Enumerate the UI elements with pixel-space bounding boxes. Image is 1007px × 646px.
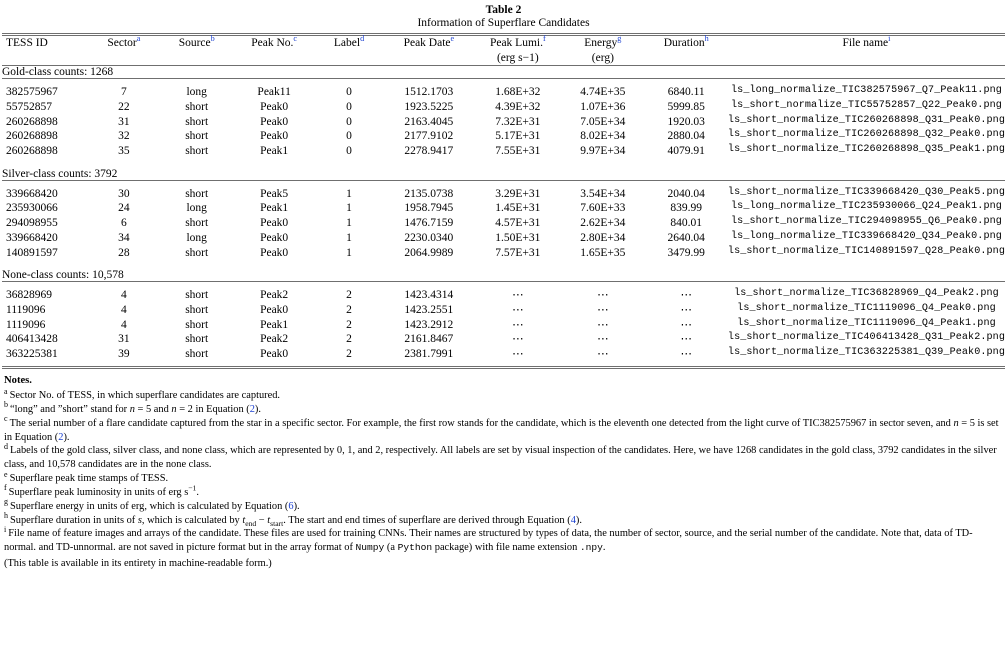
footnote-marker-d[interactable]: d — [360, 34, 365, 44]
cell-peak_date: 2161.8467 — [404, 333, 454, 346]
table-row — [2, 144, 1005, 159]
cell-sector: 6 — [120, 217, 127, 230]
cell-peak_no: Peak0 — [260, 217, 289, 230]
cell-peak_no: Peak1 — [260, 202, 289, 215]
section-spacer — [2, 260, 1005, 269]
cell-peak_lumi: 4.57E+31 — [495, 217, 541, 230]
note-text: “long” and ”short” stand for n = 5 and n = 2 in Equation (2). — [10, 403, 261, 415]
cell-peak_lumi: 7.57E+31 — [495, 246, 541, 259]
note-text: Superflare peak luminosity in units of erg $s^{-1}$. — [8, 483, 199, 498]
cell-duration: 2880.04 — [667, 130, 705, 143]
cell-source: short — [185, 289, 209, 302]
cell-energy: 7.60E+33 — [580, 202, 626, 215]
note-marker-g: g — [4, 497, 8, 507]
section-heading-row — [2, 66, 1005, 78]
cell-peak_no: Peak0 — [260, 130, 289, 143]
cell-peak_date: 2163.4045 — [404, 115, 454, 128]
cell-sector: 4 — [120, 318, 127, 331]
cell-file_name: ls_short_normalize_TIC140891597_Q28_Peak0.png — [727, 245, 1005, 257]
cell-duration: ⋯ — [680, 348, 692, 361]
cell-duration: ⋯ — [680, 304, 692, 316]
cell-tess_id: 382575967 — [6, 86, 58, 99]
cell-sector: 24 — [118, 202, 130, 215]
cell-peak_no: Peak0 — [260, 231, 289, 244]
cell-tess_id: 1119096 — [6, 304, 46, 316]
table-row — [2, 303, 1005, 318]
table-row — [2, 288, 1005, 303]
note-text: Superflare duration in units of s, which is calculated by $t_{end} - t_{start}$. The start and end times of superflare are derived through Equation (4). — [10, 514, 582, 528]
table-row — [2, 187, 1005, 202]
note-text: Sector No. of TESS, in which superflare candidates are captured. — [9, 390, 281, 402]
column-header-file-name: File name$^i$ — [842, 34, 891, 50]
section-heading: None-class counts: 10,578 — [2, 269, 124, 282]
cell-sector: 39 — [118, 348, 130, 361]
cell-source: long — [186, 86, 207, 99]
note-item-g — [4, 497, 1003, 514]
cell-tess_id: 363225381 — [6, 348, 58, 361]
cell-label: 1 — [346, 202, 352, 215]
cell-peak_lumi: ⋯ — [512, 348, 524, 361]
table-row — [2, 201, 1005, 216]
cell-energy: ⋯ — [597, 289, 609, 302]
notes-section — [2, 374, 1005, 570]
cell-file_name: ls_short_normalize_TIC36828969_Q4_Peak2.png — [734, 288, 999, 300]
cell-source: short — [185, 304, 209, 316]
cell-file_name: ls_long_normalize_TIC339668420_Q34_Peak0.png — [731, 230, 1002, 242]
notes-heading: Notes. — [4, 375, 32, 387]
note-item-c — [4, 414, 1003, 445]
cell-source: long — [186, 202, 207, 215]
note-text: Superflare peak time stamps of TESS. — [9, 473, 169, 485]
table-caption: Information of Superflare Candidates — [417, 16, 590, 29]
cell-label: 0 — [346, 144, 352, 157]
column-header-sector: Sector$^a$ — [107, 34, 141, 50]
note-marker-i: i — [4, 524, 7, 534]
cell-file_name: ls_short_normalize_TIC260268898_Q31_Peak0.png — [727, 114, 1005, 126]
cell-peak_no: Peak2 — [260, 333, 289, 346]
footnote-marker-h[interactable]: h — [704, 34, 709, 44]
note-marker-e: e — [4, 469, 8, 479]
cell-peak_date: 1923.5225 — [404, 100, 454, 113]
table-row — [2, 216, 1005, 231]
table-row — [2, 129, 1005, 144]
cell-label: 2 — [346, 289, 352, 302]
footnote-marker-e[interactable]: e — [450, 34, 455, 44]
cell-energy: 1.65E+35 — [580, 246, 626, 259]
cell-peak_date: 2064.9989 — [404, 246, 454, 259]
cell-peak_date: 1476.7159 — [404, 217, 454, 230]
cell-source: short — [185, 144, 209, 157]
cell-file_name: ls_short_normalize_TIC406413428_Q31_Peak2.png — [727, 332, 1005, 344]
table-row — [2, 332, 1005, 347]
cell-duration: 5999.85 — [667, 100, 705, 113]
cell-peak_no: Peak0 — [260, 246, 289, 259]
cell-peak_lumi: ⋯ — [512, 289, 524, 302]
cell-tess_id: 140891597 — [6, 246, 58, 259]
section-spacer — [2, 159, 1005, 168]
cell-label: 2 — [346, 318, 352, 331]
cell-label: 1 — [346, 217, 352, 230]
table-bottom-rule — [2, 366, 1005, 370]
note-item-b — [4, 400, 1003, 417]
cell-peak_date: 2135.0738 — [404, 187, 454, 200]
cell-sector: 30 — [118, 187, 130, 200]
cell-peak_no: Peak1 — [260, 318, 289, 331]
column-unit-peak-lumi: (erg s−1) — [496, 51, 539, 64]
cell-duration: ⋯ — [680, 318, 692, 331]
column-header-duration: Duration$^h$ — [663, 34, 709, 50]
cell-peak_no: Peak2 — [260, 289, 289, 302]
cell-sector: 22 — [118, 100, 130, 113]
cell-peak_date: 1423.2551 — [404, 304, 454, 316]
cell-energy: 8.02E+34 — [580, 130, 626, 143]
cell-sector: 28 — [118, 246, 130, 259]
cell-duration: 839.99 — [670, 202, 703, 215]
cell-sector: 31 — [118, 115, 130, 128]
cell-file_name: ls_long_normalize_TIC382575967_Q7_Peak11.png — [731, 85, 1002, 97]
table-title-block — [2, 4, 1005, 30]
column-header-source: Source$^b$ — [178, 34, 215, 50]
cell-duration: 4079.91 — [667, 144, 705, 157]
cell-peak_date: 2230.0340 — [404, 231, 454, 244]
cell-tess_id: 339668420 — [6, 231, 58, 244]
cell-source: short — [185, 318, 209, 331]
cell-peak_lumi: 5.17E+31 — [495, 130, 541, 143]
note-text: File name of feature images and arrays of the candidate. These files are used for training CNNs. Their names are structured by types of data, the number of sector, source, and the serial number of the candidate. Note that, data of TD-normal. and TD-unnormal. are not saved in picture format but in the array format of Numpy (a Python package) with file name extension .npy. — [4, 528, 973, 554]
cell-peak_lumi: 1.68E+32 — [495, 86, 541, 99]
cell-duration: ⋯ — [680, 333, 692, 346]
table-row — [2, 318, 1005, 333]
cell-energy: 7.05E+34 — [580, 115, 626, 128]
cell-file_name: ls_short_normalize_TIC260268898_Q32_Peak0.png — [727, 129, 1005, 141]
note-item-h — [4, 511, 1003, 528]
cell-energy: 2.80E+34 — [580, 231, 626, 244]
cell-peak_lumi: 3.29E+31 — [495, 187, 541, 200]
cell-tess_id: 235930066 — [6, 202, 58, 215]
cell-duration: 840.01 — [670, 217, 703, 230]
footnote-marker-f[interactable]: f — [542, 34, 546, 44]
cell-label: 0 — [346, 115, 352, 128]
cell-tess_id: 1119096 — [6, 318, 46, 331]
cell-energy: 3.54E+34 — [580, 187, 626, 200]
cell-tess_id: 260268898 — [6, 130, 58, 143]
cell-peak_lumi: ⋯ — [512, 304, 524, 316]
cell-label: 0 — [346, 130, 352, 143]
cell-source: long — [186, 231, 207, 244]
footnote-marker-b[interactable]: b — [210, 34, 215, 44]
cell-sector: 31 — [118, 333, 130, 346]
cell-peak_lumi: 1.45E+31 — [495, 202, 541, 215]
cell-source: short — [185, 187, 209, 200]
section-heading: Silver-class counts: 3792 — [2, 167, 118, 180]
cell-tess_id: 339668420 — [6, 187, 58, 200]
cell-label: 2 — [346, 333, 352, 346]
cell-peak_no: Peak0 — [260, 100, 289, 113]
column-header-peak-no: Peak No.$^c$ — [251, 34, 298, 50]
note-text: The serial number of a flare candidate captured from the star in a specific sector. For example, the first row stands for the candidate, which is the eleventh one detected from the light curve of TIC382575967 in sector seven, and n = 5 is set in Equation (2). — [4, 417, 999, 443]
section-heading: Gold-class counts: 1268 — [2, 66, 114, 79]
cell-source: short — [185, 100, 209, 113]
note-marker-b: b — [4, 400, 8, 410]
column-header-peak-date: Peak Date$^e$ — [403, 34, 455, 50]
note-marker-c: c — [4, 414, 8, 424]
footnote-marker-g[interactable]: g — [617, 34, 622, 44]
table-row — [2, 85, 1005, 100]
cell-duration: 1920.03 — [667, 115, 705, 128]
footnote-marker-i[interactable]: i — [888, 34, 891, 44]
cell-peak_date: 1512.1703 — [404, 86, 454, 99]
cell-peak_no: Peak1 — [260, 144, 289, 157]
cell-peak_date: 2381.7991 — [404, 348, 454, 361]
cell-file_name: ls_short_normalize_TIC260268898_Q35_Peak1.png — [727, 143, 1005, 155]
cell-file_name: ls_short_normalize_TIC55752857_Q22_Peak0.png — [731, 99, 1002, 111]
cell-energy: 2.62E+34 — [580, 217, 626, 230]
note-text: Superflare energy in units of erg, which is calculated by Equation (6). — [10, 500, 300, 512]
cell-peak_no: Peak5 — [260, 187, 289, 200]
cell-source: short — [185, 333, 209, 346]
cell-energy: ⋯ — [597, 333, 609, 346]
cell-energy: 9.97E+34 — [580, 144, 626, 157]
cell-file_name: ls_short_normalize_TIC339668420_Q30_Peak5.png — [727, 186, 1005, 198]
cell-energy: ⋯ — [597, 348, 609, 361]
cell-peak_lumi: 1.50E+31 — [495, 231, 541, 244]
column-header-tess-id: TESS ID — [6, 37, 48, 50]
table-row — [2, 231, 1005, 246]
table-number: Table 2 — [485, 4, 522, 16]
section-heading-row — [2, 269, 1005, 281]
cell-sector: 7 — [120, 86, 127, 99]
cell-duration: 3479.99 — [667, 246, 705, 259]
cell-energy: 4.74E+35 — [580, 86, 626, 99]
notes-list — [4, 386, 1003, 555]
cell-peak_lumi: 7.55E+31 — [495, 144, 541, 157]
cell-tess_id: 260268898 — [6, 144, 58, 157]
cell-peak_lumi: ⋯ — [512, 318, 524, 331]
machine-readable-note: (This table is available in its entirety in machine-readable form.) — [4, 557, 272, 569]
note-item-a — [4, 386, 1003, 403]
cell-peak_no: Peak0 — [260, 348, 289, 361]
cell-sector: 4 — [120, 289, 127, 302]
cell-label: 2 — [346, 304, 352, 316]
cell-peak_lumi: 4.39E+32 — [495, 100, 541, 113]
cell-peak_date: 1423.2912 — [404, 318, 454, 331]
cell-source: short — [185, 217, 209, 230]
cell-duration: ⋯ — [680, 289, 692, 302]
cell-energy: ⋯ — [597, 318, 609, 331]
cell-peak_lumi: 7.32E+31 — [495, 115, 541, 128]
cell-energy: 1.07E+36 — [580, 100, 626, 113]
note-item-f — [4, 483, 1003, 500]
note-marker-d: d — [4, 441, 8, 451]
cell-tess_id: 260268898 — [6, 115, 58, 128]
section-heading-row — [2, 168, 1005, 180]
cell-file_name: ls_short_normalize_TIC1119096_Q4_Peak1.png — [737, 317, 996, 329]
cell-peak_no: Peak0 — [260, 304, 289, 316]
note-item-d — [4, 441, 1003, 472]
footnote-marker-c[interactable]: c — [293, 34, 298, 44]
cell-label: 1 — [346, 231, 352, 244]
cell-file_name: ls_short_normalize_TIC1119096_Q4_Peak0.png — [737, 303, 996, 314]
cell-file_name: ls_short_normalize_TIC294098955_Q6_Peak0.png — [731, 216, 1002, 228]
column-header-energy: Energy$^g$ (erg) — [561, 36, 644, 65]
cell-peak_date: 2278.9417 — [404, 144, 454, 157]
table-row — [2, 115, 1005, 130]
cell-source: short — [185, 115, 209, 128]
cell-label: 1 — [346, 246, 352, 259]
cell-sector: 35 — [118, 144, 130, 157]
cell-label: 1 — [346, 187, 352, 200]
cell-tess_id: 294098955 — [6, 217, 58, 230]
cell-peak_date: 2177.9102 — [404, 130, 454, 143]
cell-sector: 32 — [118, 130, 130, 143]
cell-peak_lumi: ⋯ — [512, 333, 524, 346]
cell-peak_date: 1423.4314 — [404, 289, 454, 302]
cell-file_name: ls_long_normalize_TIC235930066_Q24_Peak1.png — [731, 201, 1002, 213]
cell-label: 0 — [346, 86, 352, 99]
note-marker-f: f — [4, 483, 7, 493]
column-header-peak-lumi: Peak Lumi.$^f$ (erg s−1) — [474, 36, 561, 65]
table-row — [2, 246, 1005, 261]
note-marker-a: a — [4, 386, 8, 396]
cell-tess_id: 36828969 — [6, 289, 52, 302]
cell-label: 0 — [346, 100, 352, 113]
cell-tess_id: 406413428 — [6, 333, 58, 346]
column-header-label: Label$^d$ — [333, 34, 365, 50]
cell-duration: 6840.11 — [667, 86, 705, 99]
footnote-marker-a[interactable]: a — [136, 34, 141, 44]
cell-peak_no: Peak0 — [260, 115, 289, 128]
superflare-candidates-table — [2, 36, 1005, 362]
column-unit-energy: (erg) — [591, 51, 614, 64]
cell-file_name: ls_short_normalize_TIC363225381_Q39_Peak0.png — [727, 347, 1005, 359]
cell-source: short — [185, 246, 209, 259]
note-item-i — [4, 524, 1003, 555]
table-row — [2, 347, 1005, 362]
cell-label: 2 — [346, 348, 352, 361]
note-text: Labels of the gold class, silver class, and none class, which are represented by 0, 1, and 2, respectively. All labels are set by visual inspection of the candidates. Here, we have 1268 candidates in the gold class, 3792 candidates in the silver class, and 10,578 candidates are in the none class. — [4, 445, 997, 471]
cell-source: short — [185, 130, 209, 143]
note-marker-h: h — [4, 511, 8, 521]
cell-duration: 2640.04 — [667, 231, 705, 244]
cell-tess_id: 55752857 — [6, 100, 52, 113]
cell-source: short — [185, 348, 209, 361]
table-header-row — [2, 36, 1005, 65]
cell-energy: ⋯ — [597, 304, 609, 316]
table-row — [2, 100, 1005, 115]
cell-sector: 34 — [118, 231, 130, 244]
cell-duration: 2040.04 — [667, 187, 705, 200]
cell-sector: 4 — [120, 304, 127, 316]
note-item-e — [4, 469, 1003, 486]
cell-peak_date: 1958.7945 — [404, 202, 454, 215]
table-body — [2, 66, 1005, 362]
cell-peak_no: Peak11 — [257, 86, 291, 99]
